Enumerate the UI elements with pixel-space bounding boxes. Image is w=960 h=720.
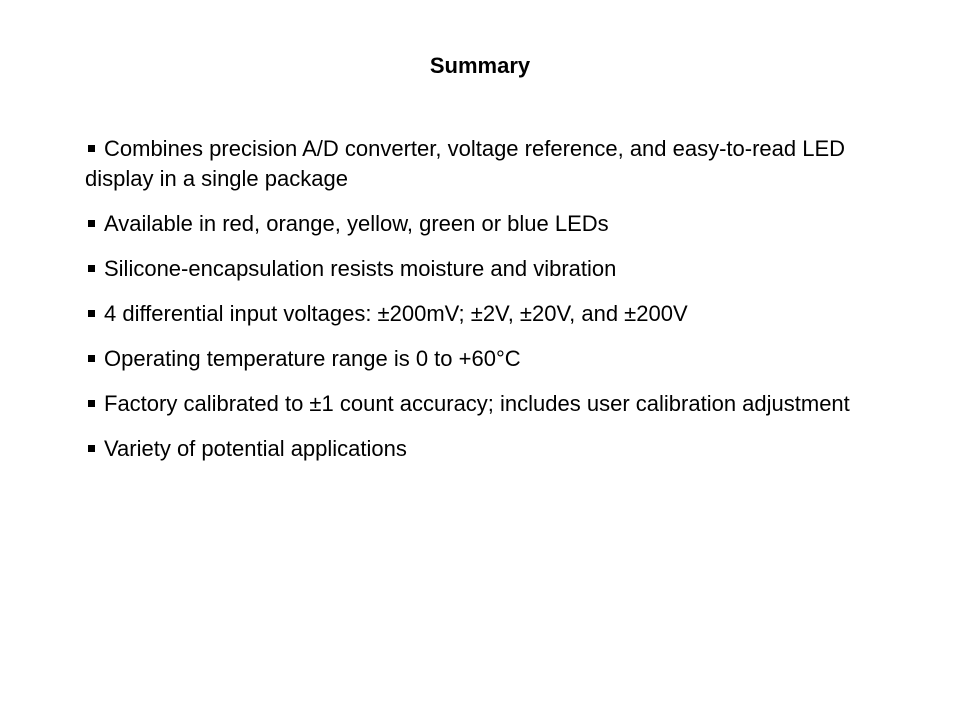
bullet-text: Variety of potential applications [104, 436, 407, 461]
bullet-text: Available in red, orange, yellow, green or blue LEDs [104, 211, 609, 236]
bullet-item [85, 434, 875, 464]
bullet-text: Factory calibrated to ±1 count accuracy; includes user calibration adjustment [104, 391, 850, 416]
bullet-item [85, 344, 875, 374]
bullet-item [85, 299, 875, 329]
bullet-item [85, 209, 875, 239]
square-bullet-icon [88, 220, 95, 227]
bullet-item [85, 134, 875, 194]
bullet-item [85, 389, 875, 419]
bullet-text: Silicone-encapsulation resists moisture and vibration [104, 256, 617, 281]
square-bullet-icon [88, 400, 95, 407]
square-bullet-icon [88, 265, 95, 272]
square-bullet-icon [88, 445, 95, 452]
bullet-text: Combines precision A/D converter, voltage reference, and easy-to-read LED display in a single package [85, 136, 846, 191]
square-bullet-icon [88, 310, 95, 317]
slide-title: Summary [429, 53, 531, 78]
bullet-list [85, 134, 875, 479]
bullet-item [85, 254, 875, 284]
square-bullet-icon [88, 145, 95, 152]
square-bullet-icon [88, 355, 95, 362]
bullet-text: Operating temperature range is 0 to +60°C [104, 346, 521, 371]
bullet-text: 4 differential input voltages: ±200mV; ±2V, ±20V, and ±200V [104, 301, 688, 326]
